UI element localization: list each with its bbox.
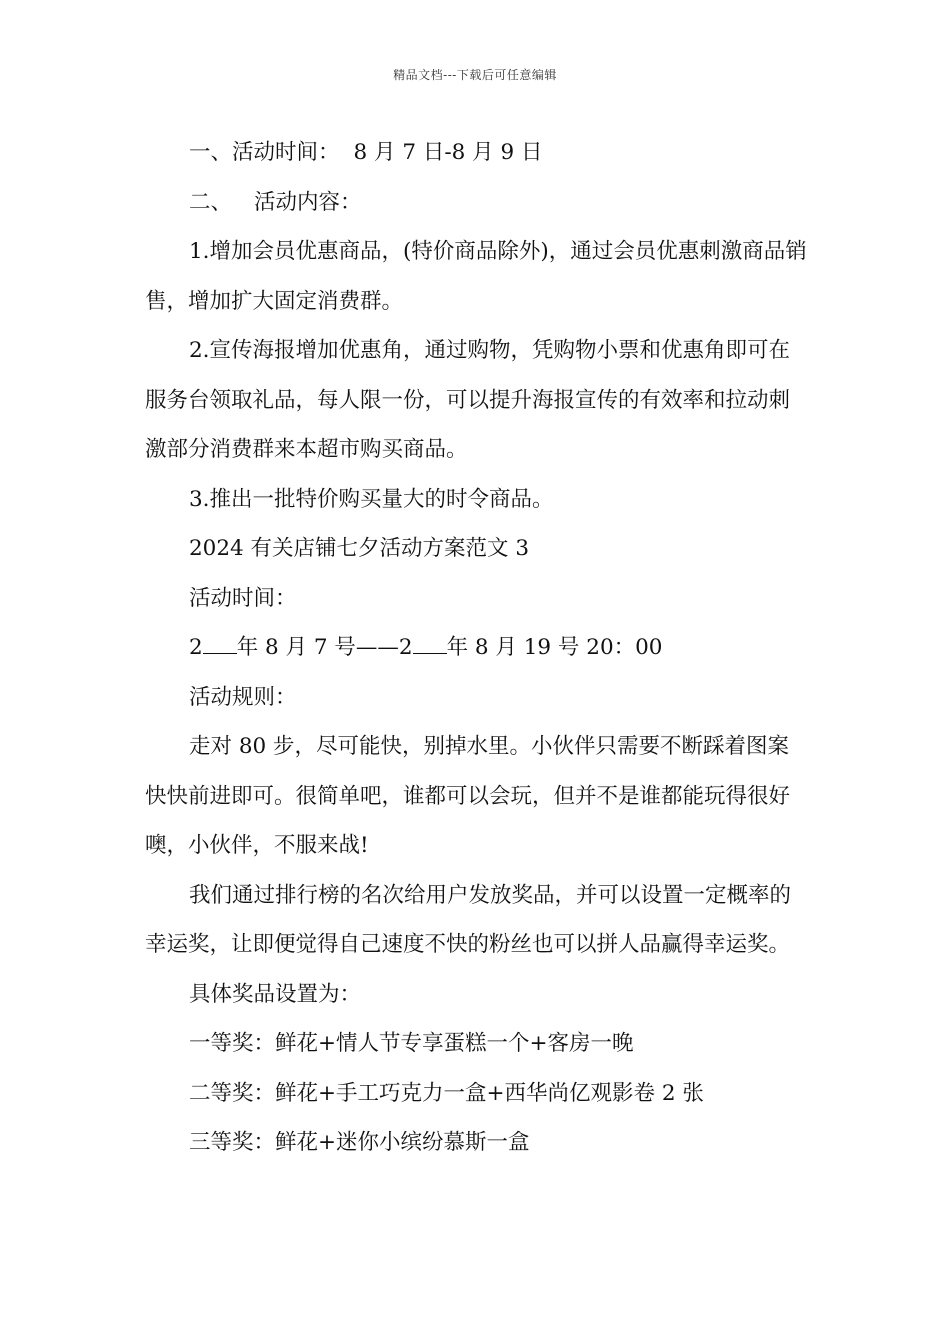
time-range-start: 2 (189, 635, 203, 660)
content-item-1: 1.增加会员优惠商品，(特价商品除外)，通过会员优惠刺激商品销售，增加扩大固定消费群。 (145, 239, 807, 314)
activity-time-heading (145, 128, 807, 178)
section-title: 2024 有关店铺七夕活动方案范文 3 (189, 536, 530, 561)
content-item-3: 3.推出一批特价购买量大的时令商品。 (189, 486, 554, 512)
page-header: 精品文档---下载后可任意编辑 (393, 68, 557, 82)
content-item-2: 2.宣传海报增加优惠角，通过购物，凭购物小票和优惠角即可在服务台领取礼品，每人限一份，可以提升海报宣传的有效率和拉动刺激部分消费群来本超市购买商品。 (145, 338, 791, 462)
rules-label: 活动规则： (189, 684, 297, 710)
year-blank-1 (203, 637, 237, 654)
activity-content-heading (145, 178, 807, 228)
activity-content-label: 活动内容： (254, 189, 362, 215)
activity-content-number: 二、 (189, 189, 233, 215)
activity-time-label: 一、活动时间： (189, 140, 340, 165)
ranking-text: 我们通过排行榜的名次给用户发放奖品，并可以设置一定概率的幸运奖，让即便觉得自己速度不快的粉丝也可以拼人品赢得幸运奖。 (145, 882, 792, 957)
time-range-end: 年 8 月 19 号 20：00 (446, 635, 663, 660)
section-time-range (145, 623, 807, 673)
prize-second: 二等奖：鲜花+手工巧克力一盒+西华尚亿观影卷 2 张 (189, 1080, 704, 1106)
year-blank-2 (413, 637, 447, 654)
prize-settings-label: 具体奖品设置为： (189, 981, 362, 1007)
rules-text: 走对 80 步，尽可能快，别掉水里。小伙伴只需要不断踩着图案快快前进即可。很简单吧，谁都可以会玩，但并不是谁都能玩得很好噢，小伙伴，不服来战! (145, 734, 791, 858)
document-body (145, 128, 807, 1168)
activity-time-value: 8 月 7 日-8 月 9 日 (353, 140, 543, 165)
section-time-label: 活动时间： (189, 585, 297, 611)
prize-first: 一等奖：鲜花+情人节专享蛋糕一个+客房一晚 (189, 1031, 634, 1056)
time-range-middle: 年 8 月 7 号——2 (236, 635, 413, 660)
prize-third: 三等奖：鲜花+迷你小缤纷慕斯一盒 (189, 1130, 530, 1155)
